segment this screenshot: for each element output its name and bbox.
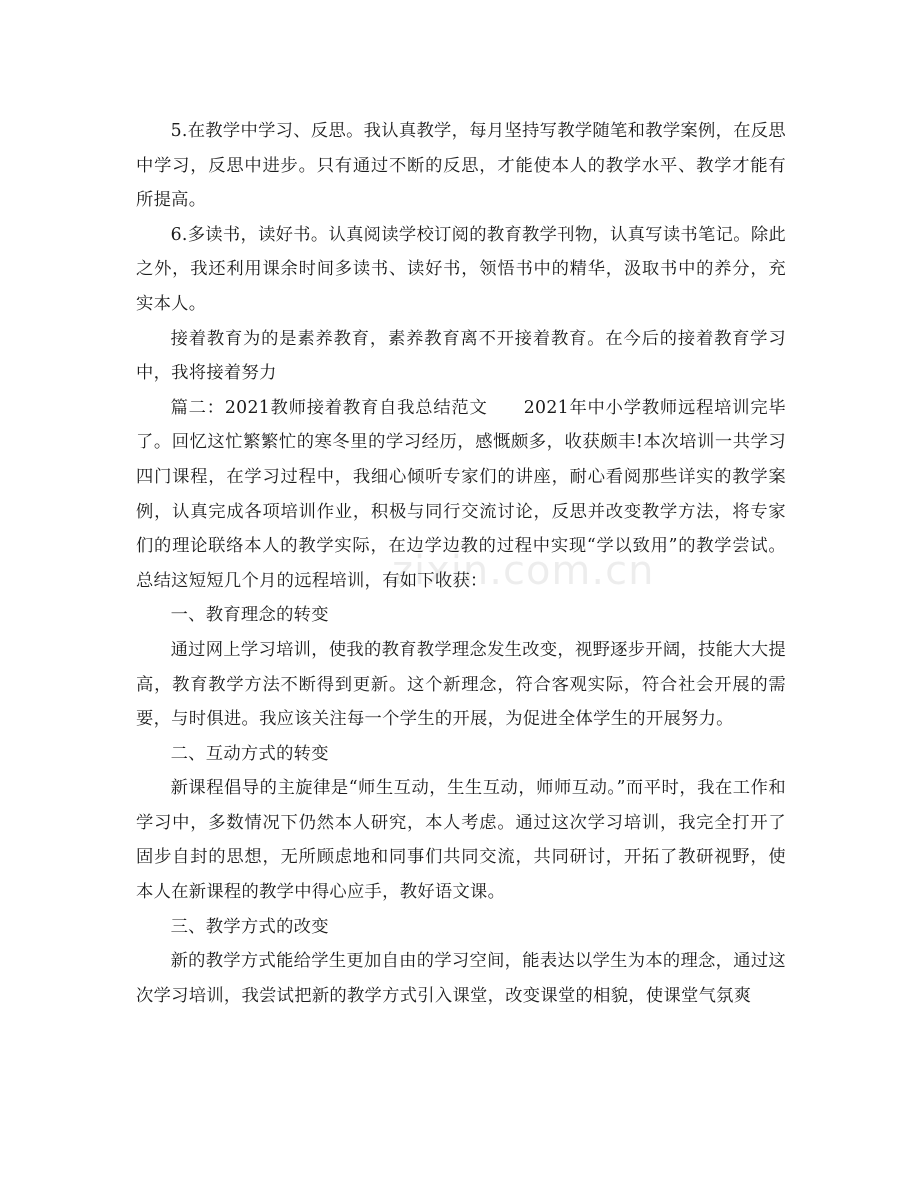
paragraph-reading: 6.多读书，读好书。认真阅读学校订阅的教育教学刊物，认真写读书笔记。除此之外，我还利用课余时间多读书、读好书，领悟书中的精华，汲取书中的养分，充实本人。 <box>136 224 786 314</box>
paragraph-teaching-method: 新的教学方式能给学生更加自由的学习空间，能表达以学生为本的理念，通过这次学习培训，我尝试把新的教学方式引入课堂，改变课堂的相貌，使课堂气氛爽 <box>136 951 786 1006</box>
paragraph-part-two-intro: 篇二：2021教师接着教育自我总结范文 2021年中小学教师远程培训完毕了。回忆这忙繁繁忙的寒冬里的学习经历，感慨颇多，收获颇丰!本次培训一共学习四门课程，在学习过程中，我细心倾听专家们的讲座，耐心看阅那些详实的教学案例，认真完成各项培训作业，积极与同行交流讨论，反思并改变教学方法，将专家们的理论联络本人的教学实际，在边学边教的过程中实现“学以致用”的教学尝试。总结这短短几个月的远程培训，有如下收获： <box>136 397 786 591</box>
paragraph-reflection: 5.在教学中学习、反思。我认真教学，每月坚持写教学随笔和教学案例，在反思中学习，反思中进步。只有通过不断的反思，才能使本人的教学水平、教学才能有所提高。 <box>136 121 786 211</box>
section-heading-3: 三、教学方式的改变 <box>170 916 329 937</box>
paragraph-concept-change: 通过网上学习培训，使我的教育教学理念发生改变，视野逐步开阔，技能大大提高，教育教学方法不断得到更新。这个新理念，符合客观实际，符合社会开展的需要，与时俱进。我应该关注每一个学生的开展，为促进全体学生的开展努力。 <box>136 639 786 730</box>
section-heading-1: 一、教育理念的转变 <box>170 605 329 626</box>
watermark: zixin.com.cn <box>392 548 655 594</box>
paragraph-interaction-change: 新课程倡导的主旋律是“师生互动，生生互动，师师互动。”而平时，我在工作和学习中，多数情况下仍然本人研究，本人考虑。通过这次学习培训，我完全打开了固步自封的思想，无所顾虑地和同事们共同交流，共同研讨，开拓了教研视野，使本人在新课程的教学中得心应手，教好语文课。 <box>136 778 786 903</box>
section-heading-2: 二、互动方式的转变 <box>170 743 329 764</box>
document-body <box>136 114 786 1013</box>
paragraph-continuing-education: 接着教育为的是素养教育，素养教育离不开接着教育。在今后的接着教育学习中，我将接着努力 <box>136 328 786 384</box>
